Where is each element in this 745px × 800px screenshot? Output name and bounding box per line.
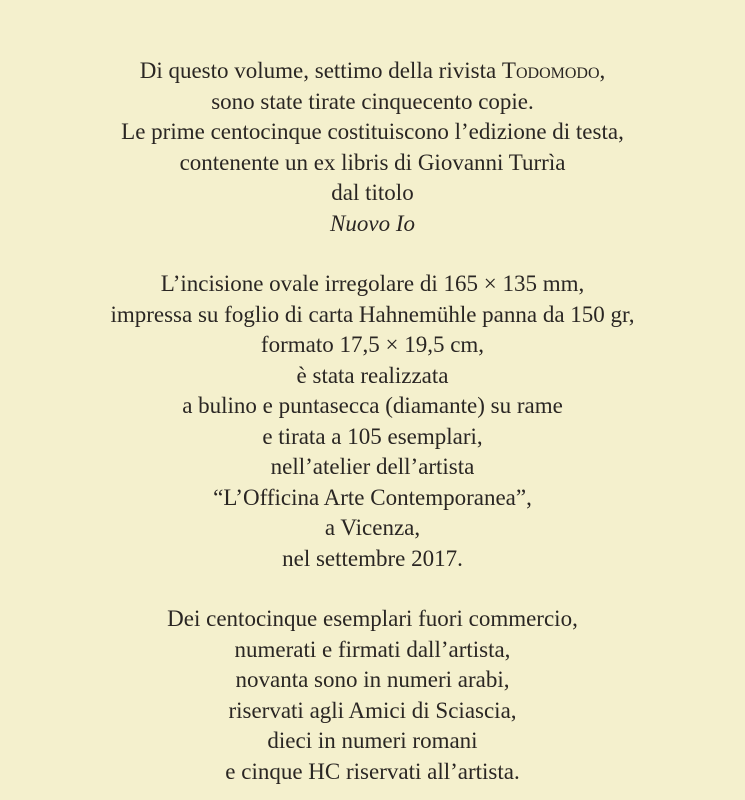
engraving-line: e tirata a 105 esemplari, (262, 423, 483, 449)
edition-line-1-prefix: Di questo volume, settimo della rivista (139, 58, 502, 83)
engraving-line: formato 17,5 × 19,5 cm, (260, 332, 485, 357)
copies-line: e cinque HC riservati all’artista. (225, 758, 520, 784)
engraving-line: L’incisione ovale irregolare di 165 × 135 mm, (160, 271, 585, 296)
engraving-line: è stata realizzata (296, 362, 449, 388)
copies-paragraph (0, 604, 745, 787)
copies-line: novanta sono in numeri arabi, (235, 667, 510, 692)
paragraph-gap (0, 574, 745, 604)
edition-paragraph (0, 56, 745, 239)
edition-line-3: Le prime centocinque costituiscono l’edizione di testa, (121, 119, 624, 144)
paragraph-gap (0, 239, 745, 269)
edition-line-4: contenente un ex libris di Giovanni Turrìa (179, 149, 566, 175)
copies-line: Dei centocinque esemplari fuori commercio, (167, 606, 578, 631)
edition-line-1-suffix: , (599, 58, 606, 83)
engraving-line: a bulino e puntasecca (diamante) su rame (182, 393, 563, 418)
engraving-line: “L’Officina Arte Contemporanea”, (213, 484, 532, 510)
engraving-paragraph (0, 269, 745, 574)
edition-line-2: sono state tirate cinquecento copie. (211, 88, 534, 114)
engraving-line: impressa su foglio di carta Hahnemühle panna da 150 gr, (110, 301, 635, 327)
edition-line-5: dal titolo (331, 180, 414, 205)
copies-line: dieci in numeri romani (267, 728, 478, 753)
ex-libris-title: Nuovo Io (330, 210, 415, 236)
engraving-line: nell’atelier dell’artista (270, 454, 475, 479)
engraving-line: a Vicenza, (324, 515, 421, 540)
engraving-line: nel settembre 2017. (282, 545, 463, 571)
copies-line: numerati e firmati dall’artista, (234, 636, 511, 662)
copies-line: riservati agli Amici di Sciascia, (228, 697, 517, 723)
journal-name: Todomodo (501, 58, 600, 83)
edition-line-1 (0, 56, 745, 87)
